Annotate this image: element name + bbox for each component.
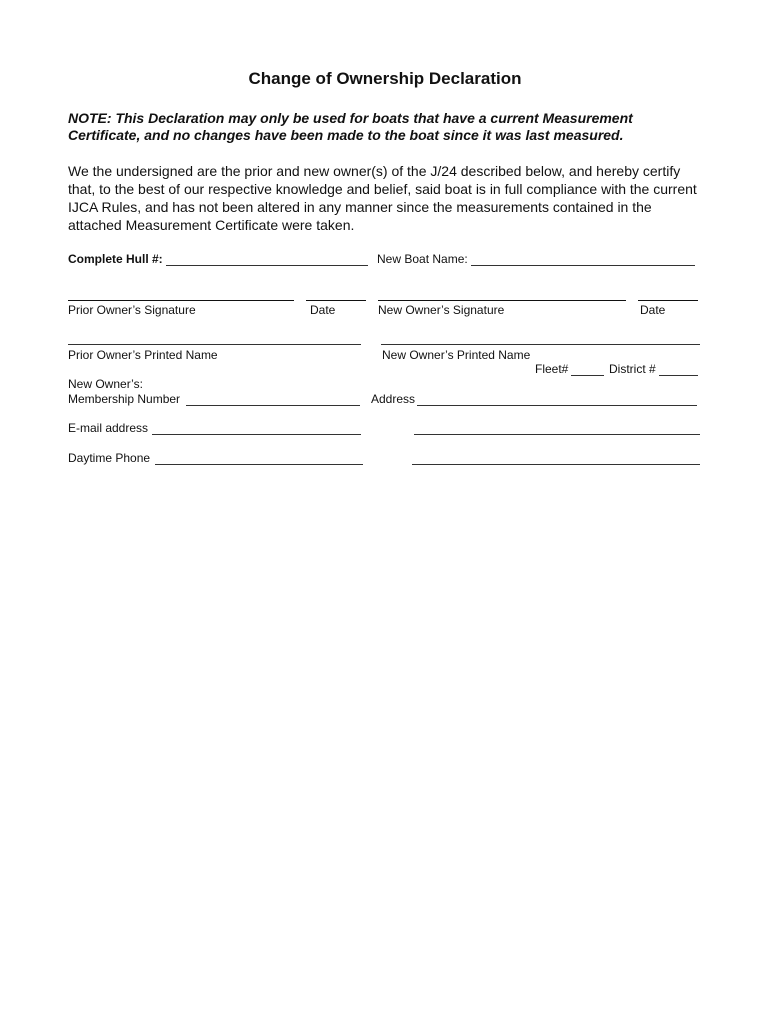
boat-name-field[interactable]	[471, 265, 695, 266]
new-date-label: Date	[640, 303, 666, 317]
declaration-text: We the undersigned are the prior and new owner(s) of the J/24 described below, and hereby certify that, to the best of our respective knowledge and belief, said boat is in full compliance with the current IJCA Rules, and has not been altered in any manner since the measurements contained in the attached Measurement Certificate were taken.	[68, 163, 697, 233]
address-line-3[interactable]	[412, 464, 700, 465]
note-text: NOTE: This Declaration may only be used for boats that have a current Measurement Certificate, and no changes have been made to the boat since it was last measured.	[68, 110, 633, 143]
fleet-label: Fleet#	[535, 362, 569, 376]
district-label: District #	[609, 362, 656, 376]
new-signature-line[interactable]	[378, 300, 626, 301]
prior-date-label: Date	[310, 303, 336, 317]
new-owners-label: New Owner’s:	[68, 377, 143, 391]
prior-signature-label: Prior Owner’s Signature	[68, 303, 196, 317]
document-title: Change of Ownership Declaration	[248, 69, 522, 88]
membership-field[interactable]	[186, 405, 360, 406]
boat-name-label: New Boat Name:	[377, 252, 468, 266]
new-printed-label: New Owner’s Printed Name	[382, 348, 531, 362]
hull-field[interactable]	[166, 265, 368, 266]
phone-field[interactable]	[155, 464, 363, 465]
new-signature-label: New Owner’s Signature	[378, 303, 505, 317]
prior-signature-line[interactable]	[68, 300, 294, 301]
fleet-field[interactable]	[571, 375, 604, 376]
membership-label: Membership Number	[68, 392, 181, 406]
prior-printed-line[interactable]	[68, 344, 361, 345]
prior-date-line[interactable]	[306, 300, 366, 301]
address-line-2[interactable]	[414, 434, 700, 435]
address-field[interactable]	[417, 405, 697, 406]
new-date-line[interactable]	[638, 300, 698, 301]
district-field[interactable]	[659, 375, 698, 376]
hull-label: Complete Hull #:	[68, 252, 163, 266]
new-printed-line[interactable]	[381, 344, 700, 345]
prior-printed-label: Prior Owner’s Printed Name	[68, 348, 218, 362]
email-label: E-mail address	[68, 421, 149, 435]
phone-label: Daytime Phone	[68, 451, 151, 465]
email-field[interactable]	[152, 434, 361, 435]
address-label: Address	[371, 392, 416, 406]
